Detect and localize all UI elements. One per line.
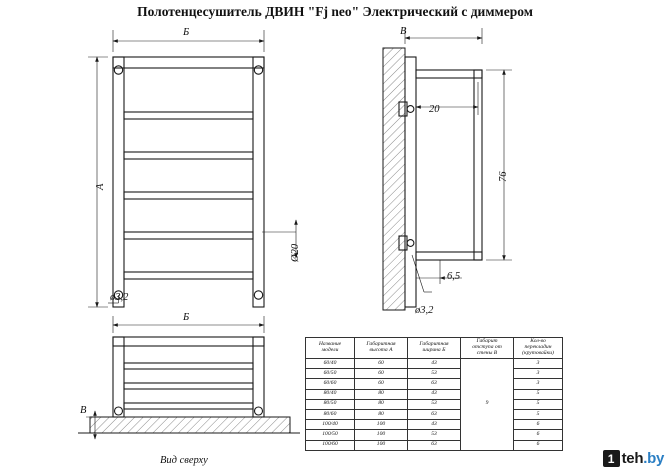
table-cell: 63 — [408, 409, 461, 419]
table-cell: 53 — [408, 430, 461, 440]
table-cell: 100 — [355, 430, 408, 440]
table-row — [306, 430, 563, 440]
table-cell: 80/50 — [306, 399, 355, 409]
label-side-depth: В — [400, 26, 407, 37]
table-cell-depth-merged: 9 — [461, 359, 514, 451]
table-cell: 100/40 — [306, 420, 355, 430]
front-dimension-lines — [88, 30, 296, 307]
table-cell: 63 — [408, 379, 461, 389]
table-row — [306, 359, 563, 369]
table-cell: 5 — [514, 399, 563, 409]
table-header-cell: Габарит отступа от стены В — [461, 338, 514, 359]
label-front-mount-diameter: ø3,2 — [110, 292, 129, 303]
table-cell: 6 — [514, 440, 563, 450]
watermark-text — [622, 450, 664, 467]
table-cell: 53 — [408, 369, 461, 379]
table-cell: 80 — [355, 389, 408, 399]
label-front-height: A — [95, 183, 106, 190]
table-cell: 5 — [514, 409, 563, 419]
table-header-cell: Кол-во перекладин (крутовайки) — [514, 338, 563, 359]
table-cell: 6 — [514, 420, 563, 430]
table-cell: 63 — [408, 440, 461, 450]
table-cell: 80 — [355, 399, 408, 409]
label-side-height: 76 — [498, 171, 509, 182]
label-side-bottom-offset: 6,5 — [447, 271, 461, 282]
watermark-logo-icon: 1 — [603, 450, 620, 467]
table-cell: 80/40 — [306, 389, 355, 399]
watermark-domain: .by — [643, 450, 664, 467]
table-cell: 5 — [514, 389, 563, 399]
table-cell: 53 — [408, 399, 461, 409]
label-side-offset: 20 — [429, 104, 440, 115]
watermark-name: teh — [621, 450, 644, 467]
table-cell: 100/50 — [306, 430, 355, 440]
table-header-cell: Название модели — [306, 338, 355, 359]
table-row — [306, 389, 563, 399]
table-header-cell: Габаритная высота А — [355, 338, 408, 359]
table-cell: 60 — [355, 359, 408, 369]
table-cell: 60 — [355, 369, 408, 379]
table-row — [306, 369, 563, 379]
label-top-width: Б — [183, 312, 190, 323]
table-row — [306, 409, 563, 419]
spec-table — [305, 337, 563, 451]
top-view — [78, 316, 300, 439]
label-side-mount-diameter: ø3,2 — [415, 305, 434, 316]
table-cell: 3 — [514, 359, 563, 369]
side-view — [383, 28, 512, 310]
table-cell: 6 — [514, 430, 563, 440]
table-header-row — [306, 338, 563, 359]
table-cell: 100 — [355, 440, 408, 450]
table-row — [306, 420, 563, 430]
label-top-depth: В — [80, 405, 87, 416]
label-pipe-diameter: Ø20 — [290, 243, 301, 262]
page-title: Полотенцесушитель ДВИН "Fj neo" Электрический с диммером — [137, 4, 533, 19]
table-row — [306, 440, 563, 450]
table-cell: 43 — [408, 420, 461, 430]
watermark — [603, 450, 664, 467]
table-body — [306, 359, 563, 451]
table-cell: 60/50 — [306, 369, 355, 379]
table-cell: 60/40 — [306, 359, 355, 369]
table-cell: 60/60 — [306, 379, 355, 389]
table-cell: 60 — [355, 379, 408, 389]
table-cell: 80/60 — [306, 409, 355, 419]
table-cell: 100 — [355, 420, 408, 430]
table-cell: 3 — [514, 379, 563, 389]
label-front-width: Б — [183, 27, 190, 38]
table-header-cell: Габаритная ширина Б — [408, 338, 461, 359]
table-cell: 43 — [408, 359, 461, 369]
table-cell: 43 — [408, 389, 461, 399]
table-row — [306, 379, 563, 389]
front-view — [113, 57, 264, 307]
label-top-view-caption: Вид сверху — [160, 455, 208, 466]
table-cell: 3 — [514, 369, 563, 379]
table-cell: 80 — [355, 409, 408, 419]
table-cell: 100/60 — [306, 440, 355, 450]
table-row — [306, 399, 563, 409]
